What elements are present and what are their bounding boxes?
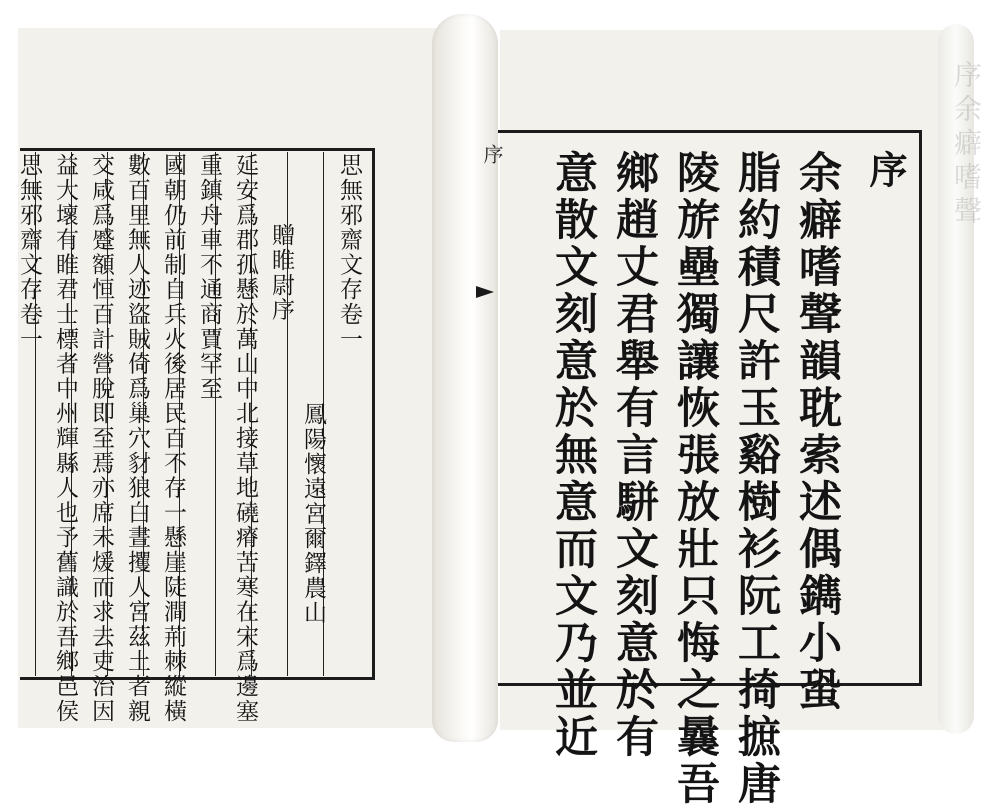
book-title-column: 思無邪齋文存卷一 bbox=[336, 153, 362, 352]
calligraphy-column: 鄉趙丈君舉有言駢文刻意於有 bbox=[609, 150, 659, 761]
text-column: 國朝仍前制自兵火後居民百不存一懸崖陡澗荊棘縱橫 bbox=[160, 153, 186, 724]
book-fold bbox=[432, 14, 498, 742]
calligraphy-column: 意散文刻意於無意而文乃並近 bbox=[548, 150, 598, 761]
text-column: 思無邪齋文存卷一 bbox=[16, 153, 42, 352]
show-through-text: 序余癖嗜聲 bbox=[950, 60, 983, 230]
text-column: 數百里無人迹盜賊倚爲巢穴豺狼白晝攫人宮茲土者親 bbox=[124, 153, 150, 724]
fold-label: 序 bbox=[480, 144, 504, 164]
text-column: 延安爲郡孤懸於萬山中北接草地磽瘠苦寒在宋爲邊塞 bbox=[232, 153, 258, 724]
text-column: 重鎮舟車不通商賈罕至 bbox=[196, 153, 222, 401]
text-column: 益大壞有睢君士標者中州輝縣人也予舊識於吾鄉邑侯 bbox=[52, 153, 78, 724]
preface-title: 序 bbox=[863, 150, 908, 192]
calligraphy-column: 脂約積尺許玉谿樹衫阮工掎摭唐 bbox=[731, 150, 781, 808]
author-column: 鳳陽懷遠宮爾鐸農山 bbox=[300, 402, 326, 626]
text-column: 交咸爲蹙額恒百計營脫即至焉亦席未煖而求去吏治因 bbox=[88, 153, 114, 724]
calligraphy-column: 余癖嗜聲韻耽索述偶鐫小蛩 bbox=[792, 150, 842, 714]
essay-title-column: 贈睢尉序 bbox=[268, 223, 294, 323]
calligraphy-column: 陵旂壘獨讓恢張放壯只悔之曩吾 bbox=[670, 150, 720, 808]
